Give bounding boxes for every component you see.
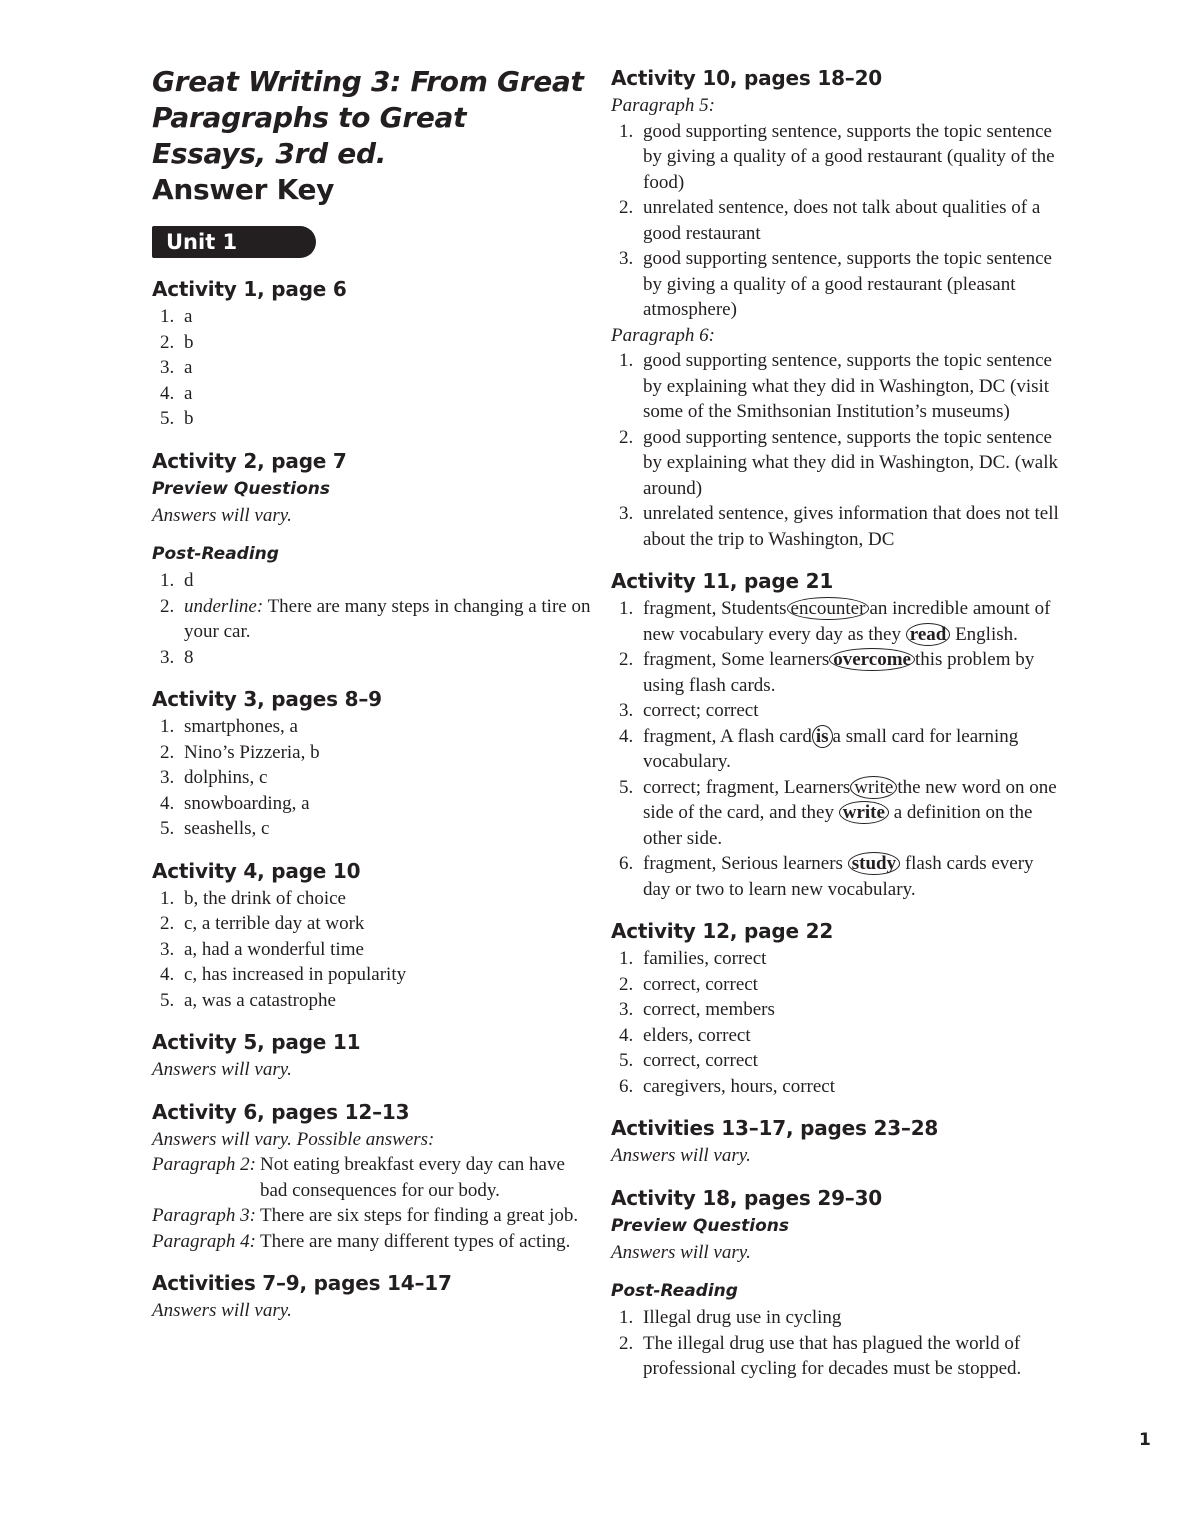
- activity-18: [611, 1184, 1061, 1382]
- answer-note: Answers will vary.: [152, 1300, 292, 1321]
- item-text: correct, correct: [643, 973, 758, 995]
- activity-3: [152, 685, 592, 842]
- answer-item: [152, 381, 592, 407]
- preview-questions-label: Preview Questions: [152, 478, 330, 499]
- answer-item: [152, 355, 592, 381]
- item-text: snowboarding, a: [184, 792, 310, 814]
- paragraph-label: Paragraph 2:: [152, 1154, 256, 1175]
- item-number: 3.: [619, 700, 634, 721]
- item-number: 4.: [160, 792, 175, 814]
- answer-item: [611, 775, 1061, 852]
- answer-item: [611, 348, 1061, 425]
- item-number: 1.: [160, 887, 175, 909]
- item-text: seashells, c: [184, 818, 270, 839]
- activity-heading: Activity 10, pages 18–20: [611, 66, 883, 90]
- circled-verb: study: [848, 852, 900, 875]
- item-text: good supporting sentence, supports the topic sentence by giving a quality of a good restaurant (pleasant atmosphere): [643, 248, 1052, 320]
- item-text: c, a terrible day at work: [184, 913, 365, 934]
- item-number: 2.: [619, 1332, 634, 1354]
- item-number: 4.: [160, 964, 175, 985]
- item-text: fragment, Some learners: [643, 649, 830, 670]
- item-number: 1.: [619, 1307, 634, 1328]
- answer-note: Answers will vary.: [152, 1059, 292, 1080]
- answer-item: [152, 886, 592, 912]
- paragraph-label: Paragraph 4:: [152, 1230, 256, 1252]
- document-title-line-2: Paragraphs to Great: [152, 101, 467, 134]
- item-text: correct, correct: [643, 1050, 758, 1071]
- paragraph-text: Not eating breakfast every day can have bad consequences for our body.: [259, 1154, 565, 1201]
- item-text: correct; correct: [643, 700, 759, 721]
- item-number: 4.: [619, 1024, 634, 1046]
- activity-heading: Activity 5, page 11: [152, 1030, 361, 1054]
- activity-4: [152, 857, 592, 1014]
- item-text: b: [184, 331, 194, 353]
- item-text: unrelated sentence, does not talk about qualities of a good restaurant: [643, 197, 1041, 244]
- activity-heading: Activity 2, page 7: [152, 448, 347, 473]
- circled-verb: overcome: [829, 648, 915, 671]
- circled-verb: write: [850, 776, 897, 799]
- answer-item: [152, 740, 592, 766]
- page-number: 1: [1139, 1430, 1151, 1450]
- answer-item: [152, 645, 592, 671]
- item-number: 2.: [619, 649, 634, 670]
- item-number: 5.: [160, 989, 175, 1011]
- item-number: 2.: [160, 913, 175, 934]
- item-number: 6.: [619, 1075, 634, 1097]
- activity-11: [611, 567, 1061, 902]
- item-number: 4.: [160, 382, 175, 404]
- circled-verb: is: [812, 725, 833, 748]
- activity-6: [152, 1098, 592, 1255]
- post-reading-label: Post-Reading: [152, 544, 279, 564]
- item-number: 2.: [619, 973, 634, 995]
- item-number: 1.: [160, 306, 175, 327]
- item-text: flash cards every day or two to learn new vocabulary.: [643, 853, 1034, 900]
- paragraph-answer: [152, 1229, 592, 1255]
- item-number: 1.: [160, 570, 175, 591]
- spacer: [152, 528, 592, 541]
- item-number: 1.: [619, 948, 634, 969]
- paragraph-text: There are many different types of acting.: [259, 1230, 571, 1252]
- answer-item: [611, 997, 1061, 1023]
- item-text: dolphins, c: [184, 767, 268, 788]
- answer-item: [611, 501, 1061, 552]
- item-number: 5.: [160, 818, 175, 839]
- document-title-line-1: Great Writing 3: From Great: [152, 65, 584, 98]
- item-text: good supporting sentence, supports the topic sentence by explaining what they did in Washington, DC. (walk around): [643, 426, 1059, 499]
- post-reading-label: Post-Reading: [611, 1281, 738, 1301]
- item-text: unrelated sentence, gives information that does not tell about the trip to Washington, DC: [643, 503, 1059, 550]
- answer-item: [152, 304, 592, 330]
- item-text: fragment, A flash card: [643, 725, 812, 747]
- paragraph-label: Paragraph 5:: [611, 95, 715, 116]
- answer-item: [152, 406, 592, 432]
- activity-heading: Activity 1, page 6: [152, 277, 347, 301]
- item-text: correct; fragment, Learners: [643, 776, 851, 798]
- item-number: 3.: [619, 503, 634, 524]
- item-number: 2.: [619, 426, 634, 448]
- item-text: b, the drink of choice: [184, 887, 346, 909]
- item-text: d: [184, 570, 194, 591]
- answer-item: [611, 946, 1061, 972]
- paragraph-label: Paragraph 3:: [152, 1205, 256, 1226]
- item-number: 6.: [619, 853, 634, 874]
- answer-item: [152, 962, 592, 988]
- item-text: correct, members: [643, 999, 775, 1020]
- item-text: c, has increased in popularity: [184, 964, 407, 985]
- preview-answer-note: Answers will vary.: [152, 504, 292, 526]
- paragraph-label: Paragraph 6:: [611, 324, 715, 346]
- document-title-line-3: Essays, 3rd ed.: [152, 137, 387, 170]
- answer-item: [611, 195, 1061, 246]
- answer-item: [611, 1331, 1061, 1382]
- item-number: 3.: [619, 248, 634, 269]
- activity-heading: Activity 4, page 10: [152, 858, 361, 883]
- answer-item: [152, 714, 592, 740]
- item-text: Nino’s Pizzeria, b: [184, 741, 320, 763]
- item-number: 1.: [619, 350, 634, 371]
- item-text: smartphones, a: [184, 716, 298, 737]
- answer-item: [152, 330, 592, 356]
- item-number: 3.: [619, 999, 634, 1020]
- answer-item: [152, 791, 592, 817]
- item-number: 3.: [160, 767, 175, 788]
- answer-item: [152, 568, 592, 594]
- item-text: a: [184, 357, 193, 378]
- answer-item: [611, 647, 1061, 698]
- item-text: this problem by using flash cards.: [643, 649, 1035, 696]
- activity-heading: Activity 11, page 21: [611, 569, 834, 593]
- answer-item: [611, 596, 1061, 647]
- answer-item: [152, 765, 592, 791]
- preview-answer-note: Answers will vary.: [611, 1241, 751, 1263]
- answer-item: [152, 594, 592, 645]
- answer-item: [611, 1048, 1061, 1074]
- answer-item: [611, 1305, 1061, 1331]
- item-label: underline:: [184, 595, 264, 617]
- unit-badge: Unit 1: [152, 226, 316, 258]
- activities-7-9: [152, 1269, 592, 1324]
- answer-item: [611, 972, 1061, 998]
- spacer: [611, 1265, 1061, 1278]
- item-number: 4.: [619, 725, 634, 747]
- item-text: a: [184, 382, 193, 404]
- activity-heading: Activity 6, pages 12–13: [152, 1099, 410, 1124]
- activity-5: [152, 1028, 592, 1083]
- answer-item: [611, 698, 1061, 724]
- paragraph-answer: [152, 1152, 592, 1203]
- item-text: caregivers, hours, correct: [643, 1075, 836, 1097]
- item-text: Illegal drug use in cycling: [643, 1307, 842, 1328]
- item-text: a, was a catastrophe: [184, 989, 336, 1011]
- item-text: The illegal drug use that has plagued the world of professional cycling for decades must be stopped.: [643, 1332, 1022, 1379]
- item-text: a definition on the other side.: [643, 802, 1033, 849]
- circled-verb: read: [906, 623, 951, 646]
- preview-questions-label: Preview Questions: [611, 1215, 789, 1236]
- item-text: fragment, Serious learners: [643, 853, 843, 874]
- item-number: 2.: [619, 197, 634, 218]
- item-text: fragment, Students: [643, 598, 787, 619]
- item-text: a small card for learning vocabulary.: [643, 725, 1019, 772]
- circled-verb: write: [839, 801, 889, 824]
- item-text: an incredible amount of new vocabulary every day as they: [643, 598, 1051, 645]
- activities-13-17: [611, 1114, 1061, 1169]
- activity-heading: Activity 12, page 22: [611, 919, 834, 943]
- item-number: 3.: [160, 646, 175, 668]
- answer-item: [611, 246, 1061, 323]
- answer-item: [152, 816, 592, 842]
- item-number: 5.: [619, 776, 634, 798]
- item-text: families, correct: [643, 948, 767, 969]
- item-text: elders, correct: [643, 1024, 751, 1046]
- answer-note: Answers will vary.: [611, 1145, 751, 1166]
- circled-verb: encounter: [787, 597, 870, 620]
- item-text: a, had a wonderful time: [184, 938, 364, 960]
- answer-item: [611, 425, 1061, 502]
- activity-heading: Activities 7–9, pages 14–17: [152, 1271, 452, 1295]
- activity-heading: Activity 18, pages 29–30: [611, 1185, 883, 1210]
- item-number: 5.: [619, 1050, 634, 1071]
- item-number: 3.: [160, 357, 175, 378]
- answer-item: [152, 911, 592, 937]
- item-number: 1.: [619, 598, 634, 619]
- answer-item: [152, 988, 592, 1014]
- item-text: There are many steps in changing a tire on your car.: [184, 595, 591, 642]
- activity-1: [152, 275, 592, 432]
- answer-note: Answers will vary. Possible answers:: [152, 1128, 435, 1150]
- item-number: 2.: [160, 741, 175, 763]
- left-column: [152, 64, 592, 1339]
- answer-item: [611, 724, 1061, 775]
- item-text: the new word on one side of the card, and they: [643, 776, 1057, 823]
- item-text: good supporting sentence, supports the topic sentence by giving a quality of a good restaurant (quality of the food): [643, 120, 1055, 193]
- item-text: English.: [955, 623, 1018, 645]
- activity-12: [611, 917, 1061, 1099]
- item-number: 1.: [619, 120, 634, 142]
- item-number: 2.: [160, 595, 175, 617]
- answer-item: [611, 1074, 1061, 1100]
- item-text: b: [184, 408, 194, 429]
- item-number: 1.: [160, 716, 175, 737]
- paragraph-text: There are six steps for finding a great job.: [259, 1205, 579, 1226]
- item-text: a: [184, 306, 193, 327]
- item-number: 5.: [160, 408, 175, 429]
- item-text: good supporting sentence, supports the topic sentence by explaining what they did in Washington, DC (visit some of the Smithsonian Institution’s museums): [643, 350, 1052, 422]
- item-text: 8: [184, 646, 194, 668]
- item-number: 3.: [160, 938, 175, 960]
- paragraph-answer: [152, 1203, 592, 1229]
- answer-item: [152, 937, 592, 963]
- activity-heading: Activity 3, pages 8–9: [152, 687, 382, 711]
- activity-10: [611, 64, 1061, 552]
- answer-item: [611, 119, 1061, 196]
- item-number: 2.: [160, 331, 175, 353]
- answer-item: [611, 851, 1061, 902]
- document-subtitle: Answer Key: [152, 173, 335, 206]
- activity-2: [152, 447, 592, 671]
- activity-heading: Activities 13–17, pages 23–28: [611, 1116, 939, 1140]
- right-column: [611, 64, 1061, 1397]
- answer-item: [611, 1023, 1061, 1049]
